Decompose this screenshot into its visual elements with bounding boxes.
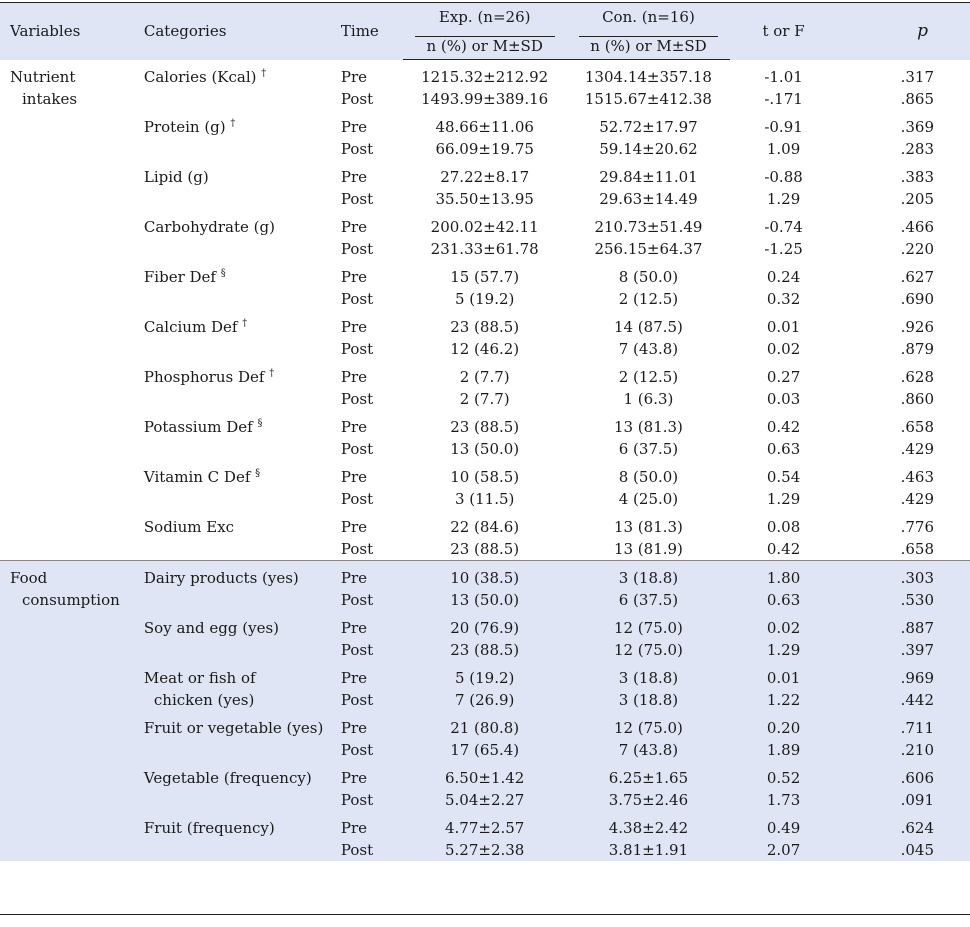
exp-value: 5.04±2.27 bbox=[403, 789, 567, 811]
variable-cell bbox=[0, 288, 144, 310]
table-row bbox=[0, 388, 970, 410]
t-or-f-value: 0.54 bbox=[766, 468, 801, 486]
table-row bbox=[0, 661, 970, 689]
time-cell: Post bbox=[340, 340, 374, 358]
exp-value: 23 (88.5) bbox=[403, 639, 567, 661]
t-or-f-value: 0.02 bbox=[766, 340, 801, 358]
category-label: Carbohydrate (g) bbox=[143, 218, 275, 236]
variable-cell bbox=[0, 661, 144, 689]
con-value: 29.63±14.49 bbox=[599, 190, 698, 208]
table-row bbox=[0, 188, 970, 210]
header-p: p bbox=[837, 3, 970, 60]
con-value: 1515.67±412.38 bbox=[584, 90, 712, 108]
table-row bbox=[0, 160, 970, 188]
category-cell bbox=[144, 438, 341, 460]
exp-value: 10 (58.5) bbox=[450, 468, 520, 486]
con-value: 59.14±20.62 bbox=[599, 140, 698, 158]
category-cell bbox=[144, 789, 341, 811]
p-value: .530 bbox=[837, 589, 970, 611]
time-cell: Post bbox=[340, 390, 374, 408]
variable-cell bbox=[0, 238, 144, 260]
con-value: 12 (75.0) bbox=[567, 611, 731, 639]
t-or-f-value: -1.01 bbox=[764, 67, 803, 86]
category-cell bbox=[144, 761, 341, 789]
variable-cell bbox=[0, 410, 144, 438]
p-value: .442 bbox=[837, 689, 970, 711]
variable-cell bbox=[0, 510, 144, 538]
variable-cell bbox=[0, 811, 144, 839]
footnote-mark: § bbox=[255, 468, 261, 479]
category-cell bbox=[144, 639, 341, 661]
table-row bbox=[0, 689, 970, 711]
category-cell bbox=[144, 160, 341, 188]
variable-cell bbox=[0, 110, 144, 138]
variable-cell bbox=[0, 310, 144, 338]
time-cell: Pre bbox=[340, 318, 368, 336]
t-or-f-value: 0.08 bbox=[766, 518, 801, 536]
variable-cell bbox=[0, 338, 144, 360]
variable-label: Nutrient bbox=[10, 67, 76, 86]
table-row bbox=[0, 739, 970, 761]
con-value: 2 (12.5) bbox=[618, 368, 679, 386]
p-value: .429 bbox=[900, 490, 934, 508]
table-row bbox=[0, 288, 970, 310]
con-value: 1 (6.3) bbox=[623, 390, 674, 408]
time-cell: Post bbox=[341, 739, 403, 761]
category-cell bbox=[144, 338, 341, 360]
exp-value: 35.50±13.95 bbox=[435, 190, 534, 208]
variable-cell bbox=[0, 789, 144, 811]
t-or-f-value: 0.32 bbox=[766, 290, 801, 308]
table-row bbox=[0, 310, 970, 338]
p-value: .879 bbox=[900, 340, 934, 358]
t-or-f-value: 0.01 bbox=[730, 661, 836, 689]
time-cell: Pre bbox=[341, 561, 403, 589]
p-value: .466 bbox=[900, 218, 934, 236]
variable-cell bbox=[0, 360, 144, 388]
t-or-f-value: -.171 bbox=[764, 90, 803, 108]
con-value: 7 (43.8) bbox=[567, 739, 731, 761]
time-cell: Pre bbox=[340, 418, 368, 436]
category-label: Fruit or vegetable (yes) bbox=[143, 719, 324, 737]
variable-cell bbox=[0, 460, 144, 488]
p-value: .383 bbox=[900, 168, 934, 186]
t-or-f-value: 1.29 bbox=[730, 639, 836, 661]
category-cell bbox=[144, 210, 341, 238]
time-cell: Pre bbox=[340, 218, 368, 236]
exp-value: 13 (50.0) bbox=[450, 440, 520, 458]
t-or-f-value: 0.52 bbox=[730, 761, 836, 789]
table-row bbox=[0, 260, 970, 288]
con-value: 13 (81.3) bbox=[613, 418, 683, 436]
t-or-f-value: -0.74 bbox=[764, 218, 803, 236]
p-value: .658 bbox=[900, 540, 934, 558]
exp-value: 2 (7.7) bbox=[459, 390, 510, 408]
variable-cell bbox=[0, 260, 144, 288]
t-or-f-value: 0.01 bbox=[766, 318, 801, 336]
time-cell: Post bbox=[341, 589, 403, 611]
variable-cell bbox=[0, 388, 144, 410]
exp-value: 48.66±11.06 bbox=[435, 118, 534, 136]
exp-value: 13 (50.0) bbox=[403, 589, 567, 611]
footnote-mark: § bbox=[220, 268, 226, 279]
exp-value: 200.02±42.11 bbox=[430, 218, 539, 236]
exp-value: 4.77±2.57 bbox=[403, 811, 567, 839]
table-row bbox=[0, 589, 970, 611]
time-cell: Post bbox=[340, 240, 374, 258]
exp-value: 3 (11.5) bbox=[454, 490, 515, 508]
variable-cell bbox=[0, 60, 144, 89]
variable-cell bbox=[0, 188, 144, 210]
p-value: .628 bbox=[900, 368, 934, 386]
header-time: Time bbox=[341, 3, 403, 60]
category-label: Potassium Def bbox=[143, 418, 253, 436]
t-or-f-value: -1.25 bbox=[764, 240, 803, 258]
category-label: Protein (g) bbox=[143, 118, 226, 136]
category-label: Calories (Kcal) bbox=[143, 67, 257, 86]
category-cell bbox=[144, 188, 341, 210]
table-row bbox=[0, 360, 970, 388]
variable-cell bbox=[0, 711, 144, 739]
category-cell bbox=[144, 611, 341, 639]
time-cell: Pre bbox=[340, 268, 368, 286]
time-cell: Pre bbox=[340, 67, 368, 86]
con-value: 210.73±51.49 bbox=[594, 218, 703, 236]
variable-cell bbox=[0, 639, 144, 661]
exp-value: 12 (46.2) bbox=[450, 340, 520, 358]
category-cell bbox=[144, 561, 341, 589]
header-exp: Exp. (n=26) bbox=[403, 3, 567, 32]
exp-value: 5.27±2.38 bbox=[403, 839, 567, 861]
category-cell bbox=[144, 589, 341, 611]
exp-value: 6.50±1.42 bbox=[403, 761, 567, 789]
p-value: .317 bbox=[900, 67, 934, 86]
table-row bbox=[0, 711, 970, 739]
variable-cell bbox=[0, 88, 144, 110]
con-value: 6 (37.5) bbox=[567, 589, 731, 611]
t-or-f-value: 0.63 bbox=[766, 440, 801, 458]
table-row bbox=[0, 88, 970, 110]
category-cell bbox=[144, 510, 341, 538]
table-row bbox=[0, 561, 970, 589]
t-or-f-value: -0.91 bbox=[764, 118, 803, 136]
t-or-f-value: 0.63 bbox=[730, 589, 836, 611]
category-cell bbox=[144, 811, 341, 839]
t-or-f-value: 1.22 bbox=[730, 689, 836, 711]
t-or-f-value: 0.24 bbox=[766, 268, 801, 286]
p-value: .865 bbox=[900, 90, 934, 108]
category-cell bbox=[144, 60, 341, 89]
table-row bbox=[0, 460, 970, 488]
p-value: .303 bbox=[837, 561, 970, 589]
p-value: .205 bbox=[900, 190, 934, 208]
time-cell: Pre bbox=[341, 761, 403, 789]
con-value: 52.72±17.97 bbox=[599, 118, 698, 136]
variable-cell bbox=[0, 488, 144, 510]
variable-cell bbox=[0, 761, 144, 789]
table-row bbox=[0, 761, 970, 789]
con-value: 3.75±2.46 bbox=[567, 789, 731, 811]
exp-value: 23 (88.5) bbox=[450, 318, 520, 336]
p-value: .429 bbox=[900, 440, 934, 458]
category-cell bbox=[144, 110, 341, 138]
table-body bbox=[0, 60, 970, 862]
category-label: Fiber Def bbox=[143, 268, 216, 286]
p-value: .220 bbox=[900, 240, 934, 258]
time-cell: Post bbox=[340, 290, 374, 308]
variable-cell bbox=[0, 589, 144, 611]
p-value: .210 bbox=[837, 739, 970, 761]
t-or-f-value: 0.03 bbox=[766, 390, 801, 408]
category-cell bbox=[144, 488, 341, 510]
footnote-mark: † bbox=[261, 67, 267, 79]
table-row bbox=[0, 110, 970, 138]
time-cell: Post bbox=[341, 789, 403, 811]
exp-value: 7 (26.9) bbox=[403, 689, 567, 711]
p-value: .045 bbox=[837, 839, 970, 861]
con-value: 1304.14±357.18 bbox=[584, 68, 712, 86]
category-cell bbox=[144, 410, 341, 438]
table-row bbox=[0, 811, 970, 839]
category-cell bbox=[144, 661, 341, 689]
category-cell bbox=[144, 711, 341, 739]
category-label: Lipid (g) bbox=[143, 168, 209, 186]
p-value: .969 bbox=[837, 661, 970, 689]
t-or-f-value: 1.29 bbox=[766, 490, 801, 508]
time-cell: Pre bbox=[341, 661, 403, 689]
exp-value: 22 (84.6) bbox=[450, 518, 520, 536]
con-value: 8 (50.0) bbox=[618, 468, 679, 486]
con-value: 4.38±2.42 bbox=[567, 811, 731, 839]
category-cell bbox=[144, 310, 341, 338]
p-value: .624 bbox=[837, 811, 970, 839]
exp-value: 27.22±8.17 bbox=[440, 168, 530, 186]
t-or-f-value: 1.09 bbox=[766, 140, 801, 158]
p-value: .926 bbox=[900, 318, 934, 336]
table-row bbox=[0, 510, 970, 538]
con-value: 3.81±1.91 bbox=[567, 839, 731, 861]
t-or-f-value: 1.89 bbox=[730, 739, 836, 761]
t-or-f-value: 0.02 bbox=[730, 611, 836, 639]
time-cell: Post bbox=[340, 440, 374, 458]
time-cell: Post bbox=[340, 540, 374, 558]
header-con-sub: n (%) or M±SD bbox=[567, 31, 731, 60]
exp-value: 1493.99±389.16 bbox=[421, 90, 549, 108]
table-row bbox=[0, 839, 970, 861]
header-variables: Variables bbox=[0, 3, 144, 60]
exp-value: 15 (57.7) bbox=[450, 268, 520, 286]
variable-cell bbox=[0, 138, 144, 160]
category-label: Vegetable (frequency) bbox=[143, 769, 312, 787]
variable-cell bbox=[0, 611, 144, 639]
table-row bbox=[0, 238, 970, 260]
exp-value: 20 (76.9) bbox=[403, 611, 567, 639]
time-cell: Pre bbox=[340, 368, 368, 386]
bottom-rule bbox=[0, 914, 970, 915]
category-label: Vitamin C Def bbox=[143, 468, 251, 486]
con-value: 8 (50.0) bbox=[618, 268, 679, 286]
time-cell: Post bbox=[341, 839, 403, 861]
con-value: 14 (87.5) bbox=[613, 318, 683, 336]
variable-cell bbox=[0, 689, 144, 711]
variable-cell bbox=[0, 160, 144, 188]
category-cell bbox=[144, 360, 341, 388]
p-value: .463 bbox=[900, 468, 934, 486]
variable-cell bbox=[0, 739, 144, 761]
category-cell bbox=[144, 138, 341, 160]
table-row bbox=[0, 488, 970, 510]
category-label: Fruit (frequency) bbox=[143, 819, 275, 837]
footnote-mark: † bbox=[269, 368, 275, 379]
variable-cell bbox=[0, 438, 144, 460]
p-value: .860 bbox=[900, 390, 934, 408]
time-cell: Post bbox=[341, 689, 403, 711]
table-row bbox=[0, 338, 970, 360]
t-or-f-value: 1.80 bbox=[730, 561, 836, 589]
category-cell bbox=[144, 238, 341, 260]
results-table bbox=[0, 2, 970, 861]
table-row bbox=[0, 60, 970, 89]
time-cell: Post bbox=[340, 490, 374, 508]
header-categories: Categories bbox=[144, 3, 341, 60]
con-value: 13 (81.3) bbox=[613, 518, 683, 536]
category-cell bbox=[144, 460, 341, 488]
variable-label: intakes bbox=[22, 90, 78, 108]
t-or-f-value: 0.42 bbox=[766, 540, 801, 558]
t-or-f-value: -0.88 bbox=[764, 168, 803, 186]
table-row bbox=[0, 138, 970, 160]
variable-cell bbox=[0, 839, 144, 861]
footnote-mark: § bbox=[257, 418, 263, 429]
p-value: .091 bbox=[837, 789, 970, 811]
con-value: 6 (37.5) bbox=[618, 440, 679, 458]
category-label: Dairy products (yes) bbox=[143, 569, 299, 587]
con-value: 12 (75.0) bbox=[567, 711, 731, 739]
p-value: .658 bbox=[900, 418, 934, 436]
header-exp-sub: n (%) or M±SD bbox=[403, 31, 567, 60]
exp-value: 1215.32±212.92 bbox=[421, 68, 549, 86]
con-value: 2 (12.5) bbox=[618, 290, 679, 308]
exp-value: 5 (19.2) bbox=[454, 290, 515, 308]
time-cell: Pre bbox=[341, 611, 403, 639]
t-or-f-value: 1.29 bbox=[766, 190, 801, 208]
p-value: .283 bbox=[900, 140, 934, 158]
con-value: 13 (81.9) bbox=[613, 540, 683, 558]
exp-value: 66.09±19.75 bbox=[435, 140, 534, 158]
time-cell: Pre bbox=[341, 711, 403, 739]
exp-value: 2 (7.7) bbox=[459, 368, 510, 386]
variable-cell bbox=[0, 210, 144, 238]
exp-value: 10 (38.5) bbox=[403, 561, 567, 589]
category-cell bbox=[144, 88, 341, 110]
footnote-mark: † bbox=[242, 318, 248, 329]
con-value: 4 (25.0) bbox=[618, 490, 679, 508]
con-value: 12 (75.0) bbox=[567, 639, 731, 661]
variable-cell bbox=[0, 561, 144, 589]
t-or-f-value: 0.49 bbox=[730, 811, 836, 839]
variable-label: Food bbox=[10, 569, 48, 587]
table-row bbox=[0, 789, 970, 811]
header-con: Con. (n=16) bbox=[567, 3, 731, 32]
time-cell: Post bbox=[340, 190, 374, 208]
table-row bbox=[0, 611, 970, 639]
time-cell: Pre bbox=[340, 118, 368, 136]
category-cell bbox=[144, 538, 341, 561]
p-value: .711 bbox=[837, 711, 970, 739]
time-cell: Pre bbox=[340, 168, 368, 186]
category-label-cont: chicken (yes) bbox=[153, 691, 255, 709]
p-value: .369 bbox=[900, 118, 934, 136]
category-label: Meat or fish of bbox=[143, 669, 256, 687]
exp-value: 5 (19.2) bbox=[403, 661, 567, 689]
table-header bbox=[0, 3, 970, 60]
time-cell: Post bbox=[340, 90, 374, 108]
category-cell bbox=[144, 260, 341, 288]
table-row bbox=[0, 410, 970, 438]
exp-value: 23 (88.5) bbox=[450, 540, 520, 558]
exp-value: 17 (65.4) bbox=[403, 739, 567, 761]
category-cell bbox=[144, 388, 341, 410]
p-value: .776 bbox=[900, 518, 934, 536]
table-row bbox=[0, 438, 970, 460]
variable-cell bbox=[0, 538, 144, 561]
category-label: Phosphorus Def bbox=[143, 368, 265, 386]
con-value: 3 (18.8) bbox=[567, 561, 731, 589]
p-value: .627 bbox=[900, 268, 934, 286]
table-row bbox=[0, 538, 970, 561]
time-cell: Post bbox=[340, 140, 374, 158]
con-value: 29.84±11.01 bbox=[599, 168, 698, 186]
category-label: Soy and egg (yes) bbox=[143, 619, 280, 637]
exp-value: 231.33±61.78 bbox=[430, 240, 539, 258]
header-t-or-f: t or F bbox=[730, 3, 836, 60]
time-cell: Pre bbox=[340, 468, 368, 486]
con-value: 3 (18.8) bbox=[567, 661, 731, 689]
category-label: Calcium Def bbox=[143, 318, 238, 336]
table-row bbox=[0, 210, 970, 238]
exp-value: 21 (80.8) bbox=[403, 711, 567, 739]
category-cell bbox=[144, 689, 341, 711]
p-value: .887 bbox=[837, 611, 970, 639]
con-value: 6.25±1.65 bbox=[567, 761, 731, 789]
exp-value: 23 (88.5) bbox=[450, 418, 520, 436]
p-value: .606 bbox=[837, 761, 970, 789]
variable-label: consumption bbox=[22, 591, 120, 609]
t-or-f-value: 0.42 bbox=[766, 418, 801, 436]
table-row bbox=[0, 639, 970, 661]
footnote-mark: † bbox=[230, 118, 236, 129]
category-label: Sodium Exc bbox=[143, 518, 235, 536]
category-cell bbox=[144, 839, 341, 861]
category-cell bbox=[144, 739, 341, 761]
p-value: .690 bbox=[900, 290, 934, 308]
category-cell bbox=[144, 288, 341, 310]
t-or-f-value: 2.07 bbox=[730, 839, 836, 861]
t-or-f-value: 1.73 bbox=[730, 789, 836, 811]
con-value: 256.15±64.37 bbox=[594, 240, 703, 258]
t-or-f-value: 0.27 bbox=[766, 368, 801, 386]
time-cell: Pre bbox=[340, 518, 368, 536]
time-cell: Post bbox=[341, 639, 403, 661]
p-value: .397 bbox=[837, 639, 970, 661]
t-or-f-value: 0.20 bbox=[730, 711, 836, 739]
time-cell: Pre bbox=[341, 811, 403, 839]
con-value: 7 (43.8) bbox=[618, 340, 679, 358]
con-value: 3 (18.8) bbox=[567, 689, 731, 711]
